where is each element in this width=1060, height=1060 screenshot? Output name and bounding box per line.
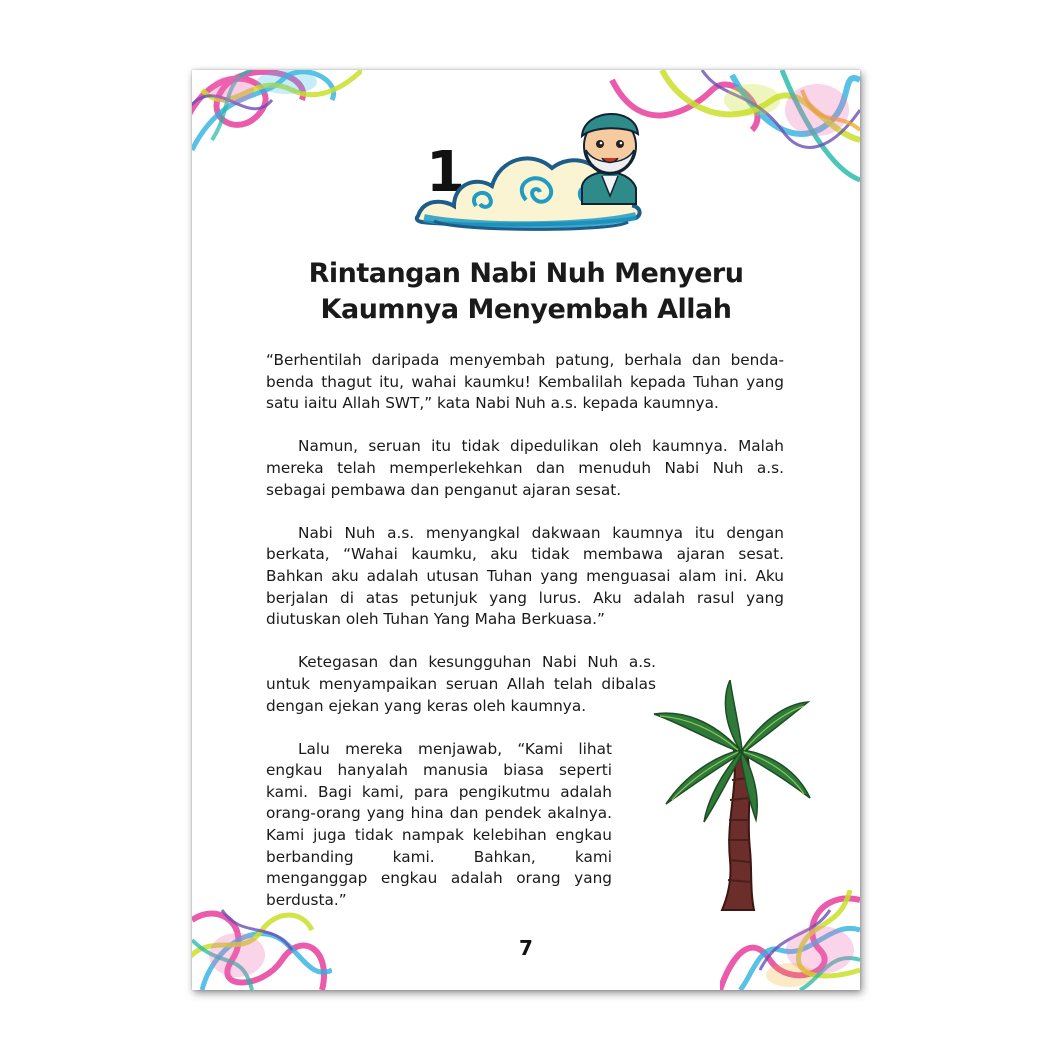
book-page xyxy=(192,70,860,990)
cloud-illustration xyxy=(414,88,644,238)
paragraph-1: “Berhentilah daripada menyembah patung, berhala dan benda-benda thagut itu, wahai kaumku! Kembalilah kepada Tuhan yang satu iaitu Allah SWT,” kata Nabi Nuh a.s. kepada kaumnya. xyxy=(266,351,784,413)
page-number: 7 xyxy=(519,936,533,960)
story-title-line-2: Kaumnya Menyembah Allah xyxy=(320,294,732,325)
story-title-line-1: Rintangan Nabi Nuh Menyeru xyxy=(308,258,744,289)
swirl-decoration-top-left xyxy=(192,70,362,160)
paragraph-2: Namun, seruan itu tidak dipedulikan oleh kaumnya. Malah mereka telah memperlekehkan dan menuduh Nabi Nuh a.s. sebagai pembawa dan penganut ajaran sesat. xyxy=(266,437,784,499)
chapter-badge xyxy=(414,88,644,238)
paragraph-5: Lalu mereka menjawab, “Kami lihat engkau hanyalah manusia biasa seperti kami. Bagi kami, para pengikutmu adalah orang-orang yang hina dan pendek akalnya. Kami juga tidak nampak kelebihan engkau berbanding kami. Bahkan, kami menganggap engkau adalah orang yang berdusta.” xyxy=(266,739,612,909)
paragraph-3: Nabi Nuh a.s. menyangkal dakwaan kaumnya itu dengan berkata, “Wahai kaumku, aku tidak membawa ajaran sesat. Bahkan aku adalah utusan Tuhan yang menguasai alam ini. Aku berjalan di atas petunjuk yang lurus. Aku adalah rasul yang diutuskan oleh Tuhan Yang Maha Berkuasa.” xyxy=(266,523,784,629)
palm-tree-illustration xyxy=(642,680,812,920)
chapter-number: 1 xyxy=(426,140,463,205)
story-title xyxy=(192,256,860,328)
paragraph-4: Ketegasan dan kesungguhan Nabi Nuh a.s. untuk menyampaikan seruan Allah telah dibalas dengan ejekan yang keras oleh kaumnya. xyxy=(266,653,656,715)
